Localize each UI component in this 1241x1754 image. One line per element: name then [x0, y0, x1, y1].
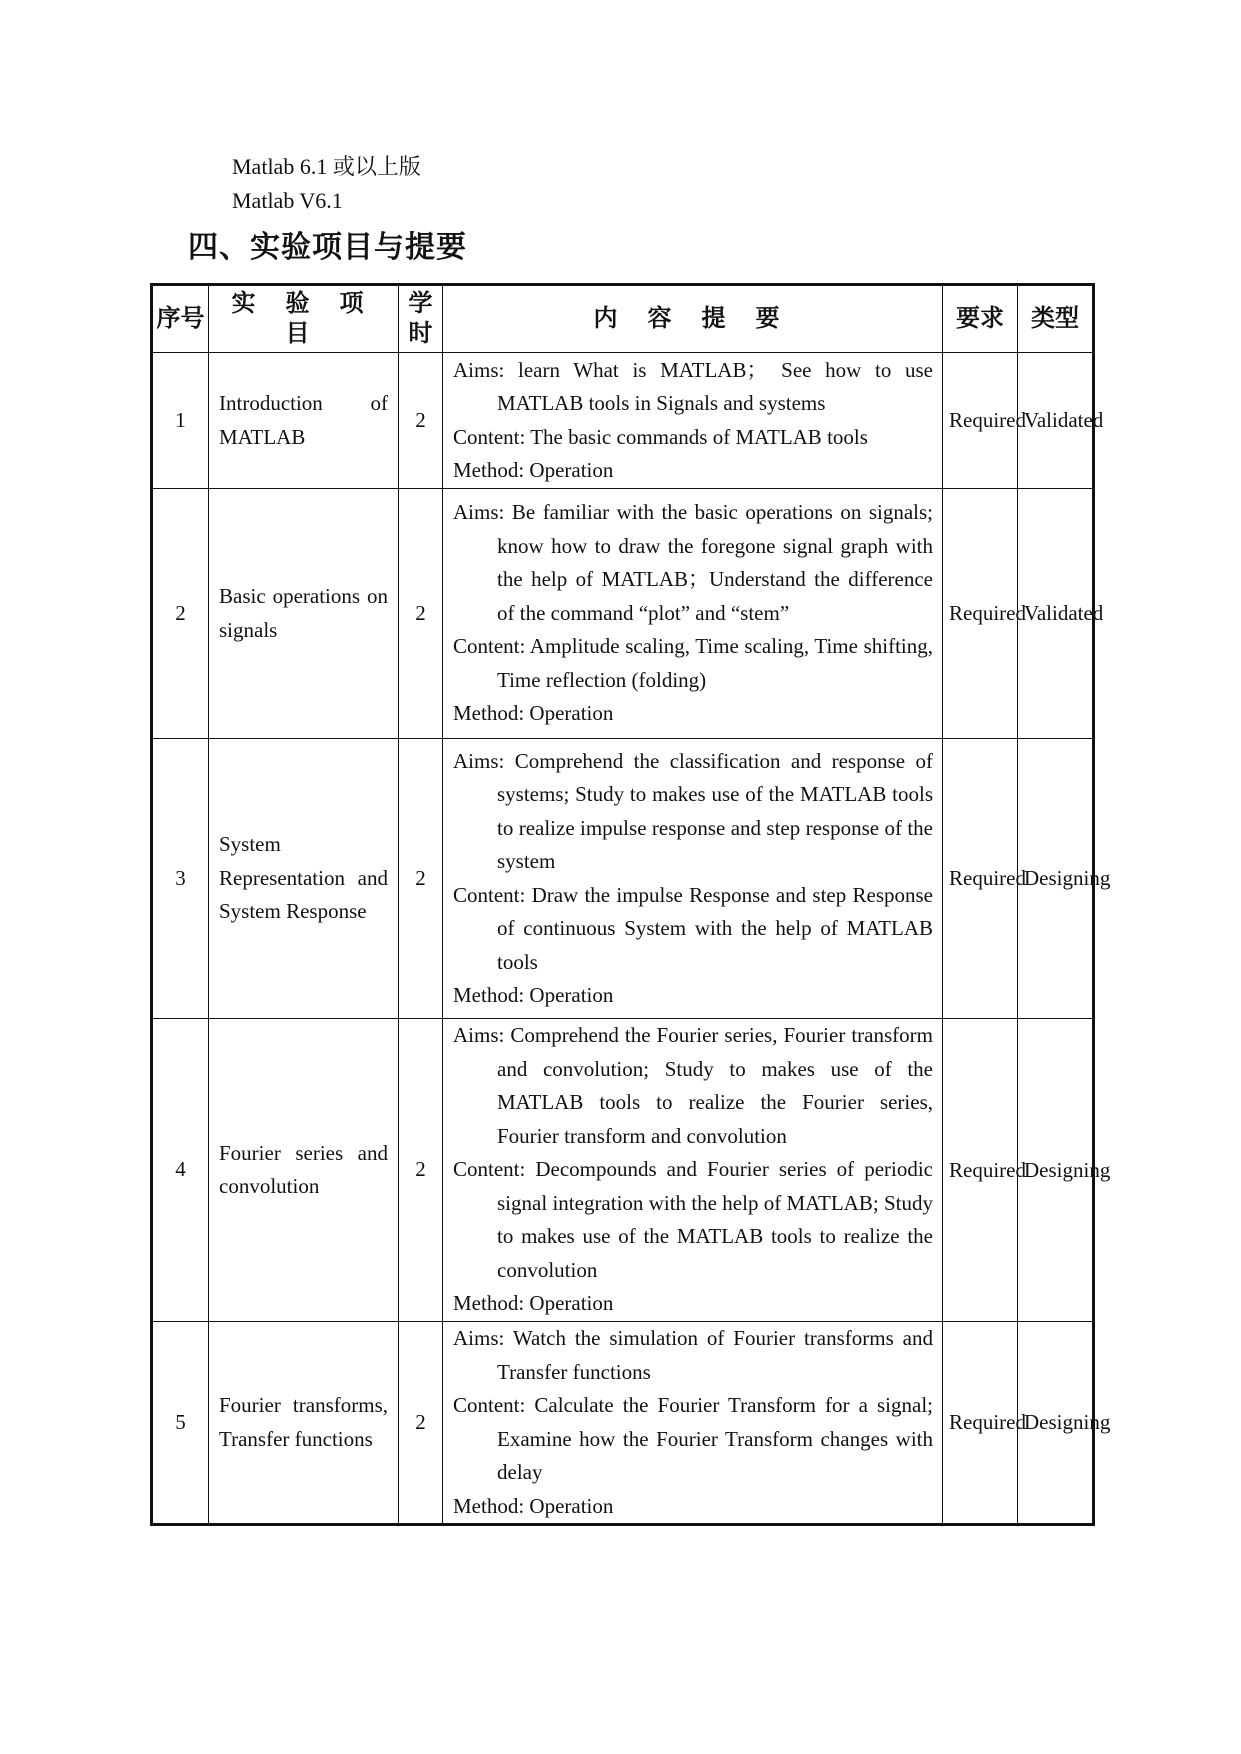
row-method: Method: Operation	[453, 458, 614, 482]
row-aims: Aims: Comprehend the classification and response of systems; Study to makes use of the MATLAB tools to realize impulse response and step response of the system	[453, 748, 933, 873]
row-type: Designing	[1018, 739, 1094, 1019]
row-project-name: Fourier transforms, Transfer functions	[209, 1322, 399, 1525]
row-seq: 4	[152, 1019, 209, 1322]
table-row	[152, 1019, 1094, 1322]
experiment-projects-table	[150, 283, 1111, 1526]
row-method: Method: Operation	[453, 1493, 614, 1518]
row-seq: 2	[152, 489, 209, 739]
row-hours: 2	[399, 739, 443, 1019]
row-type: Designing	[1018, 1019, 1094, 1322]
row-content-text: Content: Decompounds and Fourier series of periodic signal integration with the help of MATLAB; Study to makes use of the MATLAB tools to realize the convolution	[453, 1157, 933, 1282]
software-name-line: Matlab V6.1	[232, 188, 343, 213]
row-content-text: Content: Draw the impulse Response and step Response of continuous System with the help of MATLAB tools	[453, 882, 933, 974]
row-hours: 2	[399, 489, 443, 739]
row-method: Method: Operation	[453, 983, 614, 1007]
row-requirement: Required	[943, 1019, 1018, 1322]
row-content	[443, 489, 943, 739]
header-hours: 学时	[399, 285, 443, 353]
header-content: 内 容 提 要	[443, 285, 943, 353]
row-requirement: Required	[943, 353, 1018, 489]
header-seq: 序号	[152, 285, 209, 353]
row-hours: 2	[399, 353, 443, 489]
header-requirement: 要求	[943, 285, 1018, 353]
row-content	[443, 739, 943, 1019]
row-aims: Aims: Watch the simulation of Fourier transforms and Transfer functions	[453, 1326, 933, 1384]
table-row	[152, 489, 1094, 739]
row-aims: Aims: Comprehend the Fourier series, Fourier transform and convolution; Study to makes use of the MATLAB tools to realize the Fourier series, Fourier transform and convolution	[453, 1023, 933, 1148]
table-header-row	[152, 285, 1094, 353]
row-method: Method: Operation	[453, 701, 614, 726]
row-aims: Aims: learn What is MATLAB； See how to use MATLAB tools in Signals and systems	[453, 357, 933, 415]
section-title: 四、实验项目与提要	[188, 231, 467, 264]
header-type: 类型	[1018, 285, 1094, 353]
row-content	[443, 1322, 943, 1525]
header-project: 实 验 项 目	[209, 285, 399, 353]
row-content-text: Content: Amplitude scaling, Time scaling, Time shifting, Time reflection (folding)	[453, 634, 933, 692]
table-row	[152, 1322, 1094, 1525]
row-seq: 1	[152, 353, 209, 489]
row-type: Designing	[1018, 1322, 1094, 1525]
row-hours: 2	[399, 1322, 443, 1525]
row-content-text: Content: Calculate the Fourier Transform for a signal; Examine how the Fourier Transform changes with delay	[453, 1393, 933, 1484]
row-project-name: Basic operations on signals	[209, 489, 399, 739]
table-row	[152, 353, 1094, 489]
row-content	[443, 353, 943, 489]
row-requirement: Required	[943, 489, 1018, 739]
row-hours: 2	[399, 1019, 443, 1322]
row-requirement: Required	[943, 739, 1018, 1019]
row-project-name: Introduction of MATLAB	[209, 353, 399, 489]
row-requirement: Required	[943, 1322, 1018, 1525]
row-project-name: Fourier series and convolution	[209, 1019, 399, 1322]
row-content	[443, 1019, 943, 1322]
row-content-text: Content: The basic commands of MATLAB tools	[453, 424, 868, 449]
row-seq: 5	[152, 1322, 209, 1525]
row-type: Validated	[1018, 353, 1094, 489]
row-seq: 3	[152, 739, 209, 1019]
row-type: Validated	[1018, 489, 1094, 739]
software-version-line: Matlab 6.1 或以上版	[232, 154, 421, 179]
table-row	[152, 739, 1094, 1019]
row-method: Method: Operation	[453, 1291, 614, 1316]
row-aims: Aims: Be familiar with the basic operations on signals; know how to draw the foregone signal graph with the help of MATLAB；Understand the difference of the command “plot” and “stem”	[453, 500, 933, 625]
row-project-name: System Representation and System Response	[209, 739, 399, 1019]
